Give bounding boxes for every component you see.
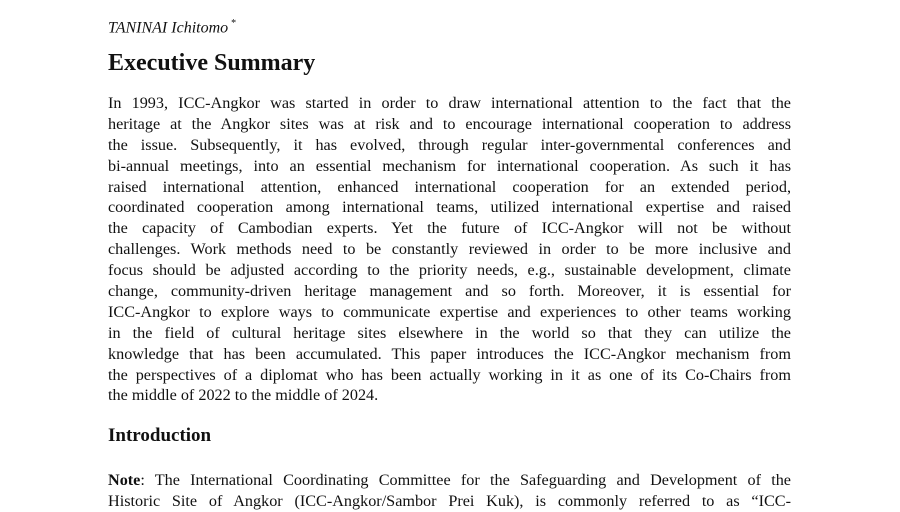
note-paragraph [108,470,791,512]
summary-line: the middle of 2022 to the middle of 2024. [108,386,379,405]
summary-line: change, community-driven heritage management and so forth. Moreover, it is essential for [108,282,791,301]
note-line: Historic Site of Angkor (ICC-Angkor/Sambor Prei Kuk), is commonly referred to as “ICC- [108,491,791,510]
summary-line: in the field of cultural heritage sites elsewhere in the world so that they can utilize the [108,323,791,342]
section-title-introduction: Introduction [108,425,212,446]
summary-line: challenges. Work methods need to be constantly reviewed in order to be more inclusive and [108,240,791,259]
note-label: Note [108,471,141,489]
summary-line: ICC-Angkor to explore ways to communicate expertise and experiences to other teams working [108,302,791,321]
summary-line: focus should be adjusted according to the priority needs, e.g., sustainable development, climate [108,261,791,280]
summary-line: In 1993, ICC-Angkor was started in order to draw international attention to the fact that the [108,94,791,112]
summary-line: raised international attention, enhanced international cooperation for an extended period, [108,177,791,196]
note-text: : The International Coordinating Committee for the Safeguarding and Development of the [140,471,791,489]
summary-line: heritage at the Angkor sites was at risk and to encourage international cooperation to address [108,114,791,133]
section-title-executive-summary: Executive Summary [108,50,316,76]
note-line [108,470,791,491]
summary-line: coordinated cooperation among international teams, utilized international expertise and raised [108,198,791,217]
author-footnote-mark: * [231,18,237,29]
author-line [108,18,236,37]
summary-line: the perspectives of a diplomat who has been actually working in it as one of its Co-Chairs from [108,365,791,384]
author-name: TANINAI Ichitomo [108,19,229,37]
summary-line: bi-annual meetings, into an essential mechanism for international cooperation. As such it has [108,156,791,175]
summary-line: knowledge that has been accumulated. This paper introduces the ICC-Angkor mechanism from [108,344,791,363]
summary-line: the capacity of Cambodian experts. Yet the future of ICC-Angkor will not be without [108,219,791,238]
summary-line: the issue. Subsequently, it has evolved, through regular inter-governmental conferences and [108,135,791,154]
summary-paragraph [108,93,791,406]
